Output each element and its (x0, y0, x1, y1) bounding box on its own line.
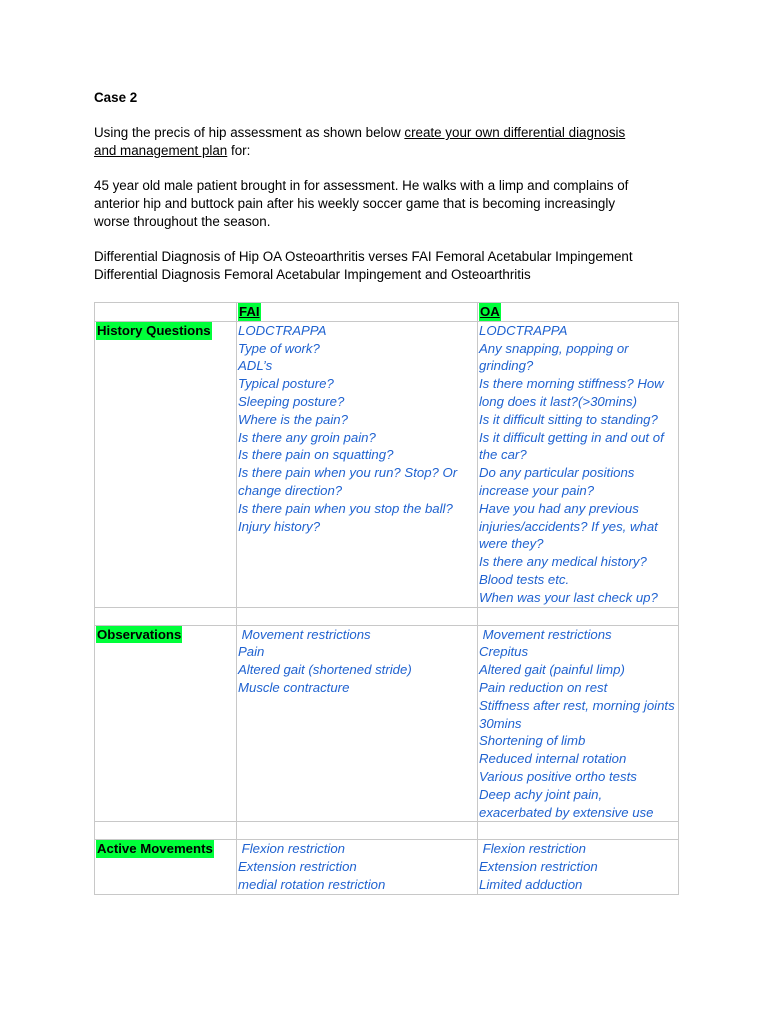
list-item: Muscle contracture (238, 679, 350, 695)
case-title: Case 2 (94, 90, 138, 105)
row-label-active-movements: Active Movements (97, 841, 213, 857)
table-row (95, 625, 679, 822)
list-item: Sleeping posture? (238, 393, 345, 409)
history-oa-cell (478, 321, 679, 607)
intro-line-2 (94, 142, 250, 160)
row-label-observations: Observations (97, 626, 182, 642)
row-label-history: History Questions (97, 322, 211, 338)
list-item: Extension restriction (479, 859, 598, 875)
list-item: Do any particular positions increase your pain? (479, 465, 635, 498)
table-row (95, 321, 679, 607)
spacer-cell (237, 607, 478, 625)
row-label-cell (95, 321, 237, 607)
list-item: Pain reduction on rest (479, 679, 608, 695)
list-item: medial rotation restriction (238, 876, 386, 892)
list-item: Is there any groin pain? (238, 429, 376, 445)
list-item: Where is the pain? (238, 411, 348, 427)
spacer-cell (237, 822, 478, 840)
list-item: Is it difficult getting in and out of the car? (479, 429, 664, 463)
header-oa-cell (478, 303, 679, 322)
list-item: Is there pain when you stop the ball? (238, 500, 453, 516)
table-header-row (95, 303, 679, 322)
intro-underlined-2: and management plan (94, 143, 228, 158)
list-item: Extension restriction (238, 859, 357, 875)
intro-underlined-1: create your own differential diagnosis (404, 125, 626, 140)
list-item: LODCTRAPPA (479, 322, 568, 338)
list-item: Is there pain when you run? Stop? Or change direction? (238, 465, 458, 498)
list-item: Is it difficult sitting to standing? (479, 411, 658, 427)
list-item: Flexion restriction (238, 841, 346, 857)
observations-fai-cell (237, 625, 478, 822)
assessment-table (94, 302, 679, 895)
row-label-cell (95, 625, 237, 822)
observations-oa-cell (478, 625, 679, 822)
diagnosis-line-1: Differential Diagnosis of Hip OA Osteoarthritis verses FAI Femoral Acetabular Impingement (94, 249, 633, 264)
list-item: Limited adduction (479, 876, 583, 892)
spacer-cell (478, 607, 679, 625)
list-item: When was your last check up? (479, 589, 658, 605)
list-item: Is there morning stiffness? How long does it last?(>30mins) (479, 376, 664, 409)
row-label-cell (95, 840, 237, 894)
spacer-row (95, 822, 679, 840)
diagnosis-line-2: Differential Diagnosis Femoral Acetabular Impingement and Osteoarthritis (94, 267, 531, 282)
patient-line-1: 45 year old male patient brought in for assessment. He walks with a limp and complains of (94, 178, 629, 193)
list-item: Type of work? (238, 340, 320, 356)
table-row (95, 840, 679, 894)
active-fai-cell (237, 840, 478, 894)
list-item: LODCTRAPPA (238, 322, 327, 338)
header-fai: FAI (239, 304, 260, 319)
intro-prefix: Using the precis of hip assessment as shown below (94, 125, 405, 140)
list-item: Typical posture? (238, 376, 334, 392)
list-item: Altered gait (painful limp) (479, 662, 625, 678)
list-item: Flexion restriction (479, 841, 587, 857)
patient-line-2: anterior hip and buttock pain after his weekly soccer game that is becoming increasingly (94, 196, 616, 211)
list-item: Deep achy joint pain, exacerbated by extensive use (479, 786, 654, 820)
intro-suffix: for: (227, 143, 251, 158)
list-item: Is there any medical history? Blood tests etc. (479, 554, 647, 587)
patient-line-3: worse throughout the season. (94, 214, 271, 229)
list-item: Movement restrictions (238, 626, 371, 642)
list-item: Altered gait (shortened stride) (238, 662, 412, 678)
list-item: Movement restrictions (479, 626, 612, 642)
list-item: Various positive ortho tests (479, 768, 637, 784)
spacer-cell (478, 822, 679, 840)
list-item: ADL’s (238, 358, 273, 374)
spacer-cell (95, 607, 237, 625)
list-item: Is there pain on squatting? (238, 447, 394, 463)
header-empty-cell (95, 303, 237, 322)
list-item: Have you had any previous injuries/accidents? If yes, what were they? (479, 500, 658, 552)
list-item: Injury history? (238, 518, 321, 534)
header-fai-cell (237, 303, 478, 322)
intro-line-1 (94, 124, 625, 142)
list-item: Stiffness after rest, morning joints 30mins (479, 697, 675, 731)
spacer-cell (95, 822, 237, 840)
history-fai-cell (237, 321, 478, 607)
active-oa-cell (478, 840, 679, 894)
list-item: Any snapping, popping or grinding? (479, 340, 629, 374)
list-item: Pain (238, 644, 265, 660)
list-item: Crepitus (479, 644, 529, 660)
spacer-row (95, 607, 679, 625)
list-item: Shortening of limb (479, 733, 586, 749)
list-item: Reduced internal rotation (479, 751, 627, 767)
header-oa: OA (480, 304, 500, 319)
